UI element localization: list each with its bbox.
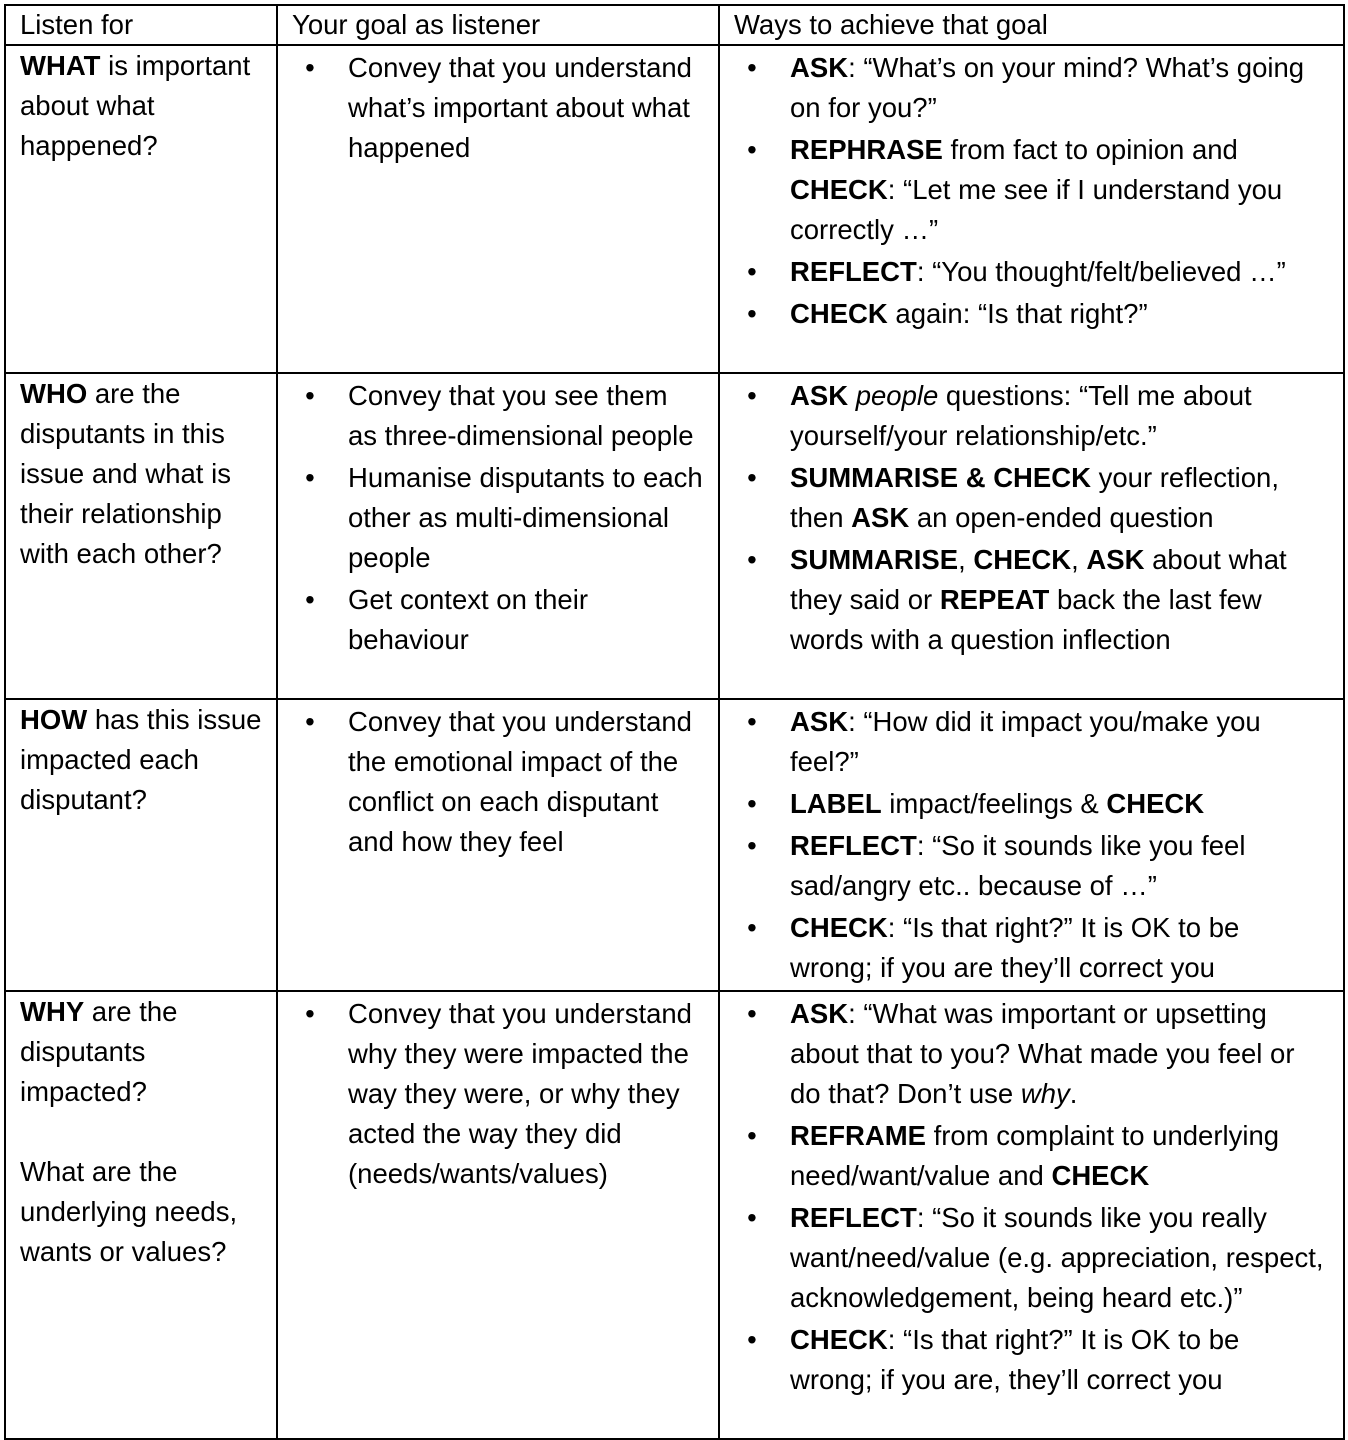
text-run: has this issue impacted each disputant? <box>20 704 262 815</box>
goal-list-item <box>292 458 704 578</box>
text-run: Convey that you see them as three-dimensional people <box>348 380 694 451</box>
bold-keyword: SUMMARISE <box>790 544 959 575</box>
bullet-icon: • <box>305 706 315 737</box>
ways-list-item <box>734 994 1329 1114</box>
bold-keyword: REFRAME <box>790 1120 926 1151</box>
bold-keyword: ASK <box>790 380 849 411</box>
text-run: : “Is that right?” It is OK to be wrong; if you are, they’ll correct you <box>790 1324 1240 1395</box>
text-run: Convey that you understand the emotional impact of the conflict on each disputant and how they feel <box>348 706 692 857</box>
bullet-icon: • <box>305 52 315 83</box>
text-run: impact/feelings & <box>881 788 1107 819</box>
ways-cell <box>719 45 1344 373</box>
listen-for-text <box>20 46 262 166</box>
ways-list <box>734 48 1329 334</box>
text-run: are the disputants in this issue and what is their relationship with each other? <box>20 378 231 569</box>
bold-keyword: CHECK <box>790 912 888 943</box>
listening-guide-table <box>4 4 1345 1440</box>
text-run: Convey that you understand what’s important about what happened <box>348 52 692 163</box>
bullet-icon: • <box>747 462 757 493</box>
text-run: : “You thought/felt/believed …” <box>916 256 1286 287</box>
goal-list-item <box>292 702 704 862</box>
ways-list-item <box>734 458 1329 538</box>
text-run: : “So it sounds like you really want/need/value (e.g. appreciation, respect, acknowledgement, being heard etc.)” <box>790 1202 1324 1313</box>
bold-keyword: SUMMARISE & CHECK <box>790 462 1091 493</box>
goal-list-item <box>292 48 704 168</box>
bold-keyword: CHECK <box>790 298 888 329</box>
table-row <box>5 699 1344 991</box>
goal-list <box>292 48 704 168</box>
bold-keyword: HOW <box>20 704 88 735</box>
ways-list-item <box>734 130 1329 250</box>
table-row <box>5 373 1344 699</box>
bold-keyword: ASK <box>790 52 849 83</box>
text-run: questions: “Tell me about yourself/your relationship/etc.” <box>790 380 1252 451</box>
goal-list-item <box>292 580 704 660</box>
ways-list <box>734 702 1329 988</box>
ways-list-item <box>734 908 1329 988</box>
goal-list <box>292 702 704 862</box>
goal-cell <box>277 373 719 699</box>
bold-keyword: WHAT <box>20 50 101 81</box>
text-run: What are the underlying needs, wants or values? <box>20 1156 238 1267</box>
bold-keyword: CHECK <box>973 544 1072 575</box>
text-run: are the disputants impacted? <box>20 996 178 1107</box>
text-run: an open-ended question <box>909 502 1214 533</box>
bold-keyword: ASK <box>851 502 910 533</box>
header-goal: Your goal as listener <box>277 5 719 45</box>
ways-list-item <box>734 252 1329 292</box>
header-ways: Ways to achieve that goal <box>719 5 1344 45</box>
listen-for-text <box>20 1152 262 1272</box>
bullet-icon: • <box>747 380 757 411</box>
bold-keyword: WHY <box>20 996 85 1027</box>
bold-keyword: CHECK <box>790 174 888 205</box>
goal-cell <box>277 699 719 991</box>
text-run: : “Let me see if I understand you correctly …” <box>790 174 1283 245</box>
bold-keyword: LABEL <box>790 788 882 819</box>
bold-keyword: REFLECT <box>790 830 917 861</box>
bold-keyword: REPHRASE <box>790 134 943 165</box>
bold-keyword: REFLECT <box>790 1202 917 1233</box>
ways-list <box>734 376 1329 660</box>
bullet-icon: • <box>747 706 757 737</box>
ways-list <box>734 994 1329 1400</box>
table-row <box>5 991 1344 1439</box>
text-run: from fact to opinion and <box>942 134 1238 165</box>
bullet-icon: • <box>305 380 315 411</box>
text-run: : “Is that right?” It is OK to be wrong; if you are they’ll correct you <box>790 912 1240 983</box>
listen-for-cell <box>5 373 277 699</box>
bullet-icon: • <box>747 544 757 575</box>
bold-keyword: REFLECT <box>790 256 917 287</box>
ways-list-item <box>734 784 1329 824</box>
bullet-icon: • <box>747 912 757 943</box>
bold-keyword: ASK <box>1086 544 1145 575</box>
listen-for-cell <box>5 699 277 991</box>
text-run: : “How did it impact you/make you feel?” <box>790 706 1261 777</box>
listen-for-cell <box>5 45 277 373</box>
bold-keyword: ASK <box>790 706 849 737</box>
bullet-icon: • <box>747 1202 757 1233</box>
ways-cell <box>719 699 1344 991</box>
header-row <box>5 5 1344 45</box>
text-run: back the last few words with a question inflection <box>790 584 1262 655</box>
ways-list-item <box>734 48 1329 128</box>
listen-for-text <box>20 374 262 574</box>
bullet-icon: • <box>747 830 757 861</box>
ways-list-item <box>734 540 1329 660</box>
goal-list-item <box>292 376 704 456</box>
bold-keyword: CHECK <box>790 1324 888 1355</box>
text-run: , <box>958 544 974 575</box>
ways-list-item <box>734 1320 1329 1400</box>
bullet-icon: • <box>747 1324 757 1355</box>
text-run: : “So it sounds like you feel sad/angry etc.. because of …” <box>790 830 1246 901</box>
text-run: is important about what happened? <box>20 50 251 161</box>
ways-list-item <box>734 294 1329 334</box>
text-run: , <box>1071 544 1087 575</box>
bullet-icon: • <box>747 256 757 287</box>
ways-list-item <box>734 376 1329 456</box>
ways-cell <box>719 991 1344 1439</box>
italic-text: people <box>855 380 939 411</box>
bullet-icon: • <box>747 52 757 83</box>
text-run: Humanise disputants to each other as multi-dimensional people <box>348 462 703 573</box>
goal-cell <box>277 991 719 1439</box>
text-run: your reflection, then <box>790 462 1279 533</box>
ways-list-item <box>734 1116 1329 1196</box>
bullet-icon: • <box>747 134 757 165</box>
bold-keyword: WHO <box>20 378 88 409</box>
bullet-icon: • <box>747 298 757 329</box>
bullet-icon: • <box>305 462 315 493</box>
listen-for-text <box>20 992 262 1112</box>
italic-text: why <box>1020 1078 1070 1109</box>
text-run: about what they said or <box>790 544 1287 615</box>
ways-list-item <box>734 702 1329 782</box>
goal-list <box>292 376 704 660</box>
text-run: : “What was important or upsetting about that to you? What made you feel or do that? Don’t use <box>790 998 1295 1109</box>
ways-cell <box>719 373 1344 699</box>
listen-for-text <box>20 700 262 820</box>
bullet-icon: • <box>747 1120 757 1151</box>
header-listen-for: Listen for <box>5 5 277 45</box>
ways-list-item <box>734 1198 1329 1318</box>
goal-cell <box>277 45 719 373</box>
goal-list-item <box>292 994 704 1194</box>
text-run: again: “Is that right?” <box>887 298 1148 329</box>
text-run: : “What’s on your mind? What’s going on for you?” <box>790 52 1305 123</box>
bullet-icon: • <box>305 584 315 615</box>
bold-keyword: REPEAT <box>939 584 1050 615</box>
ways-list-item <box>734 826 1329 906</box>
bold-keyword: CHECK <box>1106 788 1205 819</box>
listen-for-cell <box>5 991 277 1439</box>
bullet-icon: • <box>747 998 757 1029</box>
text-run: Get context on their behaviour <box>348 584 588 655</box>
bullet-icon: • <box>305 998 315 1029</box>
text-run <box>848 380 856 411</box>
text-run: Convey that you understand why they were impacted the way they were, or why they acted the way they did (needs/wants/values) <box>348 998 692 1189</box>
text-run: . <box>1069 1078 1078 1109</box>
bullet-icon: • <box>747 788 757 819</box>
text-run: from complaint to underlying need/want/value and <box>790 1120 1280 1191</box>
table-row <box>5 45 1344 373</box>
bold-keyword: ASK <box>790 998 849 1029</box>
bold-keyword: CHECK <box>1051 1160 1150 1191</box>
goal-list <box>292 994 704 1194</box>
